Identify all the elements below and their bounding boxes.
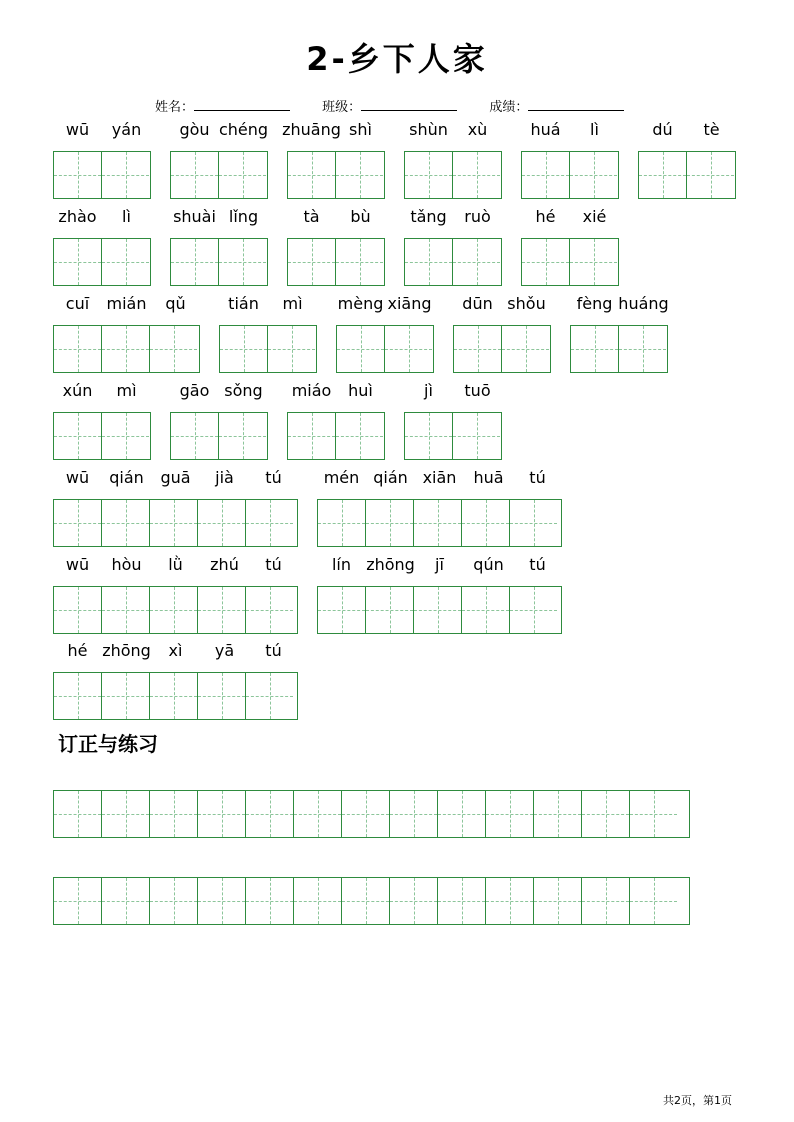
word-grid[interactable] [287,151,385,199]
score-label: 成绩： [489,100,529,115]
name-blank[interactable] [194,99,290,111]
writing-cell[interactable] [150,500,198,546]
pinyin-syllable: tú [529,468,546,487]
page-footer: 共2页，第1页 [663,1094,732,1107]
pinyin-syllable: huā [473,468,504,487]
word-grid[interactable] [170,238,268,286]
writing-cell[interactable] [318,587,366,633]
writing-cell[interactable] [246,587,293,633]
word-grid[interactable] [317,499,562,547]
pinyin-syllable: mián [106,294,147,313]
writing-cell[interactable] [502,326,549,372]
word-grid[interactable] [53,412,151,460]
writing-cell[interactable] [54,791,102,837]
pinyin-syllable: guā [160,468,191,487]
class-label: 班级： [322,100,362,115]
page-title: 2-乡下人家 [306,40,488,78]
word-grid[interactable] [219,325,317,373]
section-title: 订正与练习 [58,732,158,756]
pinyin-syllable: zhuāng [282,120,341,139]
name-label: 姓名： [155,100,195,115]
writing-cell[interactable] [337,326,385,372]
writing-cell[interactable] [246,791,294,837]
pinyin-syllable: zhōng [366,555,415,574]
pinyin-syllable: wū [65,555,90,574]
word-grid[interactable] [287,412,385,460]
score-field[interactable] [489,96,624,115]
pinyin-syllable: mì [116,381,137,400]
pinyin-syllable: cuī [65,294,90,313]
word-grid[interactable] [53,672,298,720]
word-grid[interactable] [570,325,668,373]
writing-cell[interactable] [462,500,510,546]
writing-cell[interactable] [342,878,390,924]
pinyin-syllable: chéng [218,120,269,139]
pinyin-syllable: yán [111,120,142,139]
word-grid[interactable] [404,412,502,460]
pinyin-syllable: lǜ [168,555,183,574]
pinyin-syllable: tú [265,555,282,574]
practice-grid[interactable] [53,877,690,925]
pinyin-syllable: hé [67,641,88,660]
writing-cell[interactable] [630,878,677,924]
writing-cell[interactable] [414,500,462,546]
word-grid[interactable] [53,586,298,634]
word-grid[interactable] [317,586,562,634]
writing-cell[interactable] [171,152,219,198]
writing-cell[interactable] [630,791,677,837]
word-grid[interactable] [287,238,385,286]
student-info [155,96,652,115]
writing-cell[interactable] [453,239,500,285]
writing-cell[interactable] [54,587,102,633]
writing-cell[interactable] [462,587,510,633]
pinyin-syllable: huá [530,120,561,139]
writing-cell[interactable] [54,326,102,372]
name-field[interactable] [155,96,290,115]
pinyin-syllable: dú [652,120,673,139]
writing-cell[interactable] [219,152,266,198]
writing-cell[interactable] [336,239,383,285]
writing-cell[interactable] [534,791,582,837]
pinyin-syllable: lì [590,120,599,139]
writing-cell[interactable] [246,878,294,924]
pinyin-syllable: tǎng [410,207,447,226]
writing-cell[interactable] [570,239,617,285]
pinyin-syllable: qián [109,468,144,487]
writing-cell[interactable] [246,673,293,719]
writing-cell[interactable] [534,878,582,924]
pinyin-syllable: lǐng [228,207,259,226]
writing-cell[interactable] [582,791,630,837]
writing-cell[interactable] [486,791,534,837]
writing-cell[interactable] [102,326,150,372]
writing-cell[interactable] [246,500,293,546]
writing-cell[interactable] [54,500,102,546]
writing-cell[interactable] [54,152,102,198]
pinyin-syllable: lín [331,555,352,574]
pinyin-syllable: mén [323,468,360,487]
pinyin-syllable: qún [473,555,504,574]
writing-cell[interactable] [453,152,500,198]
writing-cell[interactable] [102,673,150,719]
writing-cell[interactable] [405,152,453,198]
writing-cell[interactable] [687,152,734,198]
pinyin-syllable: mì [282,294,303,313]
writing-cell[interactable] [268,326,315,372]
pinyin-syllable: shì [349,120,372,139]
pinyin-syllable: hé [535,207,556,226]
writing-cell[interactable] [198,673,246,719]
pinyin-syllable: zhú [210,555,239,574]
pinyin-syllable: jià [215,468,234,487]
writing-cell[interactable] [510,587,557,633]
practice-grid[interactable] [53,790,690,838]
writing-cell[interactable] [219,413,266,459]
class-field[interactable] [322,96,457,115]
writing-cell[interactable] [102,413,149,459]
pinyin-syllable: shuài [173,207,216,226]
pinyin-syllable: lì [122,207,131,226]
word-grid[interactable] [336,325,434,373]
writing-cell[interactable] [150,587,198,633]
word-grid[interactable] [53,499,298,547]
writing-cell[interactable] [171,413,219,459]
writing-cell[interactable] [102,791,150,837]
writing-cell[interactable] [619,326,666,372]
word-grid[interactable] [170,412,268,460]
pinyin-syllable: tián [228,294,259,313]
writing-cell[interactable] [510,500,557,546]
writing-cell[interactable] [522,239,570,285]
pinyin-syllable: tú [265,641,282,660]
word-grid[interactable] [521,151,619,199]
pinyin-syllable: huì [348,381,373,400]
word-grid[interactable] [521,238,619,286]
pinyin-syllable: gòu [179,120,210,139]
writing-cell[interactable] [522,152,570,198]
writing-cell[interactable] [288,152,336,198]
pinyin-syllable: xiān [422,468,457,487]
pinyin-syllable: huáng [618,294,669,313]
pinyin-syllable: xì [168,641,183,660]
pinyin-syllable: gāo [179,381,210,400]
writing-cell[interactable] [220,326,268,372]
writing-cell[interactable] [366,587,414,633]
writing-cell[interactable] [405,413,453,459]
word-grid[interactable] [638,151,736,199]
pinyin-syllable: hòu [111,555,142,574]
writing-cell[interactable] [336,152,383,198]
pinyin-syllable: tuō [464,381,491,400]
writing-cell[interactable] [453,413,500,459]
word-grid[interactable] [53,151,151,199]
writing-cell[interactable] [639,152,687,198]
writing-cell[interactable] [385,326,432,372]
word-grid[interactable] [53,325,200,373]
word-grid[interactable] [53,238,151,286]
pinyin-syllable: tú [529,555,546,574]
pinyin-syllable: zhào [58,207,97,226]
pinyin-syllable: xiāng [387,294,432,313]
writing-cell[interactable] [102,587,150,633]
writing-cell[interactable] [198,500,246,546]
pinyin-syllable: bù [350,207,371,226]
writing-cell[interactable] [454,326,502,372]
writing-cell[interactable] [54,673,102,719]
writing-cell[interactable] [102,878,150,924]
pinyin-syllable: zhōng [102,641,151,660]
pinyin-syllable: tè [703,120,720,139]
writing-cell[interactable] [198,587,246,633]
pinyin-syllable: ruò [464,207,491,226]
writing-cell[interactable] [486,878,534,924]
writing-cell[interactable] [171,239,219,285]
writing-cell[interactable] [336,413,383,459]
writing-cell[interactable] [318,500,366,546]
writing-cell[interactable] [342,791,390,837]
writing-cell[interactable] [366,500,414,546]
writing-cell[interactable] [198,791,246,837]
writing-cell[interactable] [198,878,246,924]
pinyin-syllable: qǔ [165,294,186,313]
pinyin-syllable: jì [424,381,433,400]
writing-cell[interactable] [54,239,102,285]
pinyin-syllable: tà [303,207,320,226]
writing-cell[interactable] [288,239,336,285]
writing-cell[interactable] [438,878,486,924]
writing-cell[interactable] [102,500,150,546]
writing-cell[interactable] [571,326,619,372]
writing-cell[interactable] [288,413,336,459]
pinyin-syllable: shǒu [507,294,546,313]
class-blank[interactable] [361,99,457,111]
word-grid[interactable] [453,325,551,373]
word-grid[interactable] [404,238,502,286]
pinyin-syllable: wū [65,120,90,139]
pinyin-syllable: tú [265,468,282,487]
writing-cell[interactable] [150,326,197,372]
score-blank[interactable] [528,99,624,111]
pinyin-syllable: xún [62,381,93,400]
writing-cell[interactable] [390,878,438,924]
writing-cell[interactable] [294,878,342,924]
pinyin-syllable: dūn [462,294,493,313]
pinyin-syllable: jī [435,555,444,574]
writing-cell[interactable] [54,878,102,924]
pinyin-syllable: yā [214,641,235,660]
writing-cell[interactable] [150,791,198,837]
writing-cell[interactable] [414,587,462,633]
pinyin-syllable: sǒng [224,381,263,400]
word-grid[interactable] [404,151,502,199]
writing-cell[interactable] [570,152,617,198]
pinyin-syllable: miáo [291,381,332,400]
pinyin-syllable: shùn [409,120,448,139]
pinyin-syllable: xù [467,120,488,139]
writing-cell[interactable] [390,791,438,837]
word-grid[interactable] [170,151,268,199]
writing-cell[interactable] [405,239,453,285]
writing-cell[interactable] [102,152,149,198]
writing-cell[interactable] [102,239,149,285]
writing-cell[interactable] [219,239,266,285]
pinyin-syllable: qián [373,468,408,487]
writing-cell[interactable] [582,878,630,924]
writing-cell[interactable] [438,791,486,837]
writing-cell[interactable] [294,791,342,837]
writing-cell[interactable] [150,673,198,719]
pinyin-syllable: mèng [337,294,384,313]
pinyin-syllable: xié [582,207,607,226]
pinyin-syllable: fèng [576,294,613,313]
writing-cell[interactable] [150,878,198,924]
writing-cell[interactable] [54,413,102,459]
pinyin-syllable: wū [65,468,90,487]
